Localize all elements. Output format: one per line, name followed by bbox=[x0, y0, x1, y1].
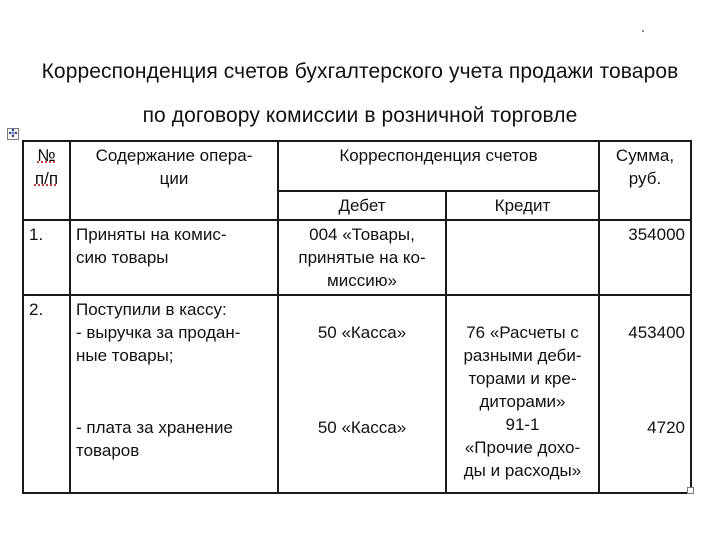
row2-debit-cash: 50 «Касса» bbox=[317, 323, 407, 342]
row1-sum: 354000 bbox=[599, 220, 691, 295]
header-credit: Кредит bbox=[446, 191, 599, 220]
row2-content-line: - выручка за продан- bbox=[76, 323, 241, 342]
title-line-1: Корреспонденция счетов бухгалтерского учета продажи товаров bbox=[41, 60, 679, 83]
row1-debit-line: принятые на ко- bbox=[298, 248, 426, 267]
header-corr: Корреспонденция счетов bbox=[278, 141, 599, 191]
row2-sum-value: 453400 bbox=[628, 323, 685, 342]
move-cross-icon[interactable]: ✣ bbox=[8, 128, 18, 140]
row1-content bbox=[70, 220, 278, 295]
header-debit: Дебет bbox=[278, 191, 446, 220]
row2-credit bbox=[446, 295, 599, 493]
row2-credit-line: 76 «Расчеты с bbox=[466, 323, 579, 342]
row2-content bbox=[70, 295, 278, 493]
correspondence-table bbox=[22, 140, 692, 494]
row2-content-line: Поступили в кассу: bbox=[76, 300, 227, 319]
resize-square-icon[interactable] bbox=[687, 487, 694, 494]
row2-content-line: товаров bbox=[76, 441, 140, 460]
row2-content-line: ные товары; bbox=[76, 346, 174, 365]
row2-debit bbox=[278, 295, 446, 493]
header-sum-line: руб. bbox=[628, 169, 662, 188]
header-num-label: № п/п bbox=[34, 146, 59, 188]
row1-content-line: Приняты на комис- bbox=[76, 225, 227, 244]
row2-credit-line: разными деби- bbox=[463, 346, 582, 365]
row1-content-line: сию товары bbox=[76, 248, 169, 267]
table-row bbox=[23, 220, 691, 295]
row2-credit-line: торами и кре- bbox=[468, 369, 577, 388]
header-row bbox=[23, 141, 691, 191]
row1-debit-line: миссию» bbox=[327, 271, 397, 290]
row2-credit-line: 91-1 bbox=[505, 415, 540, 434]
header-num bbox=[23, 141, 70, 220]
row2-sum bbox=[599, 295, 691, 493]
row2-debit-cash: 50 «Касса» bbox=[317, 418, 407, 437]
table-row bbox=[23, 295, 691, 493]
stray-dot bbox=[642, 30, 644, 32]
row1-debit bbox=[278, 220, 446, 295]
header-content-line: ции bbox=[159, 169, 189, 188]
row1-debit-line: 004 «Товары, bbox=[309, 225, 415, 244]
title-line-2: по договору комиссии в розничной торговле bbox=[142, 104, 578, 127]
header-content-line: Содержание опера- bbox=[95, 146, 253, 165]
row2-credit-line: ды и расходы» bbox=[463, 461, 582, 480]
row2-num: 2. bbox=[23, 295, 70, 493]
header-sum bbox=[599, 141, 691, 220]
row2-credit-line: диторами» bbox=[479, 392, 566, 411]
row2-credit-line: «Прочие дохо- bbox=[464, 438, 581, 457]
row2-content-line: - плата за хранение bbox=[76, 418, 233, 437]
row2-sum-value: 4720 bbox=[647, 418, 685, 437]
header-content bbox=[70, 141, 278, 220]
row1-credit bbox=[446, 220, 599, 295]
header-sum-line: Сумма, bbox=[615, 146, 675, 165]
row1-num: 1. bbox=[23, 220, 70, 295]
